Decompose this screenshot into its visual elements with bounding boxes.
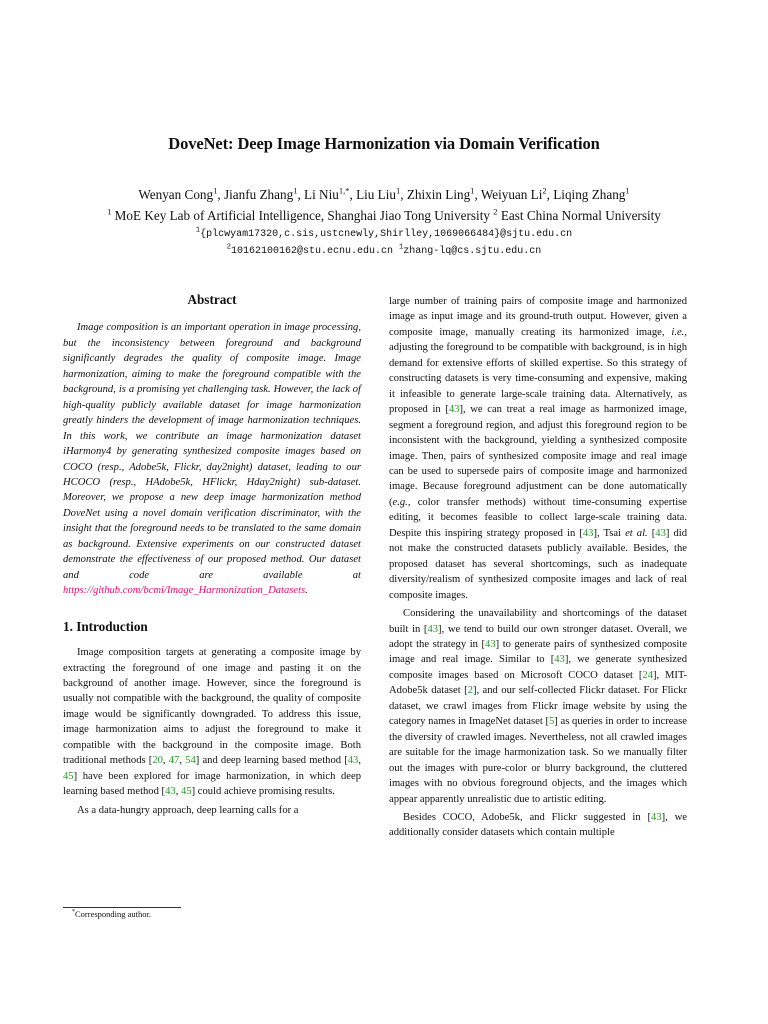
author-name: Liqing Zhang	[553, 187, 626, 202]
author-affiliation-mark: 1	[470, 185, 475, 196]
italic-text: i.e.	[671, 326, 685, 338]
citation-link[interactable]: 43	[448, 404, 460, 416]
abstract-end: .	[305, 585, 308, 597]
right-paragraph-1	[389, 294, 687, 603]
right-paragraph-2	[389, 606, 687, 807]
citation-link[interactable]: 54	[185, 755, 196, 767]
paragraph-text: ], we additionally consider datasets which contain multiple	[389, 811, 687, 839]
abstract-heading: Abstract	[187, 292, 237, 307]
email-mark: 2	[226, 243, 231, 252]
citation-link[interactable]: 43	[554, 654, 565, 666]
paragraph-text: ] and deep learning based method [	[195, 755, 348, 767]
paragraph-text: ], Tsai	[593, 527, 626, 539]
paragraph-text: ,	[162, 755, 169, 767]
citation-link[interactable]: 43	[582, 527, 594, 539]
left-column	[63, 292, 361, 818]
author-name: Jianfu Zhang	[223, 187, 294, 202]
paragraph-text: ], we generate synthesized composite images based on Microsoft COCO dataset [	[389, 654, 687, 681]
paragraph-text: ] could achieve promising results.	[191, 786, 335, 798]
citation-link[interactable]: 45	[180, 786, 192, 798]
paragraph-text: , adjusting the foreground to be compatible with background, is in high demand for extensive efforts of skilled expertise. So this strategy of constructing datasets is very time-consuming and expensive, making it infeasible to generate large-scale training data. Alternatively, as proposed in [	[389, 326, 687, 416]
italic-text: e.g.	[392, 496, 408, 508]
paragraph-text: ,	[179, 755, 186, 767]
citation-link[interactable]: 5	[549, 716, 555, 728]
intro-paragraph-1	[63, 645, 361, 800]
paragraph-text: ] to generate pairs of synthesized composite image and real image. Similar to [	[389, 638, 688, 666]
citation-link[interactable]: 43	[427, 623, 439, 635]
citation-link[interactable]: 24	[642, 669, 653, 681]
author-block	[0, 184, 768, 226]
abstract-body: Image composition is an important operation in image processing, but the inconsistency between foreground and background significantly degrades the quality of composite image. Image harmonization, aiming to make the foreground compatible with the background, is a promising yet challenging task. However, the lack of high-quality publicly available dataset for image harmonization greatly hinders the development of image harmonization techniques. In this work, we contribute an image harmonization dataset iHarmony4 by generating synthesized composite images based on COCO (resp., Adobe5k, Flickr, day2night) dataset, leading to our HCOCO (resp., HAdobe5k, HFlickr, Hday2night) sub-dataset. Moreover, we propose a new deep image harmonization method DoveNet using a novel domain verification discriminator, with the insight that the foreground needs to be translated to the same domain as background. Extensive experiments on our constructed dataset demonstrate the effectiveness of our proposed method. Our dataset and code are available at	[63, 322, 361, 581]
paragraph-text: ] did not make the constructed datasets publicly available. Besides, the proposed dataset has several shortcomings, such as inadequate diversity/realism of synthesized composite images and lack of real composite images.	[389, 527, 688, 601]
paragraph-text: ,	[358, 755, 361, 767]
abstract-text	[63, 320, 361, 598]
author-affiliation-mark: 2	[542, 185, 547, 196]
citation-link[interactable]: 43	[165, 786, 176, 798]
paragraph-text: , color transfer methods) without time-consuming expertise editing, it becomes feasible to collect large-scale training data. Despite this inspiring strategy proposed in [	[389, 496, 687, 539]
paragraph-text: ], MIT-Adobe5k dataset [	[389, 669, 687, 697]
footnote-text: Corresponding author.	[75, 909, 152, 919]
email-text[interactable]: zhang-lq@cs.sjtu.edu.cn	[403, 246, 542, 257]
right-column	[389, 294, 687, 841]
author-affiliation-mark: 1	[213, 185, 218, 196]
paragraph-text: Image composition targets at generating a composite image by extracting the foreground of one image and pasting it on the background of another image. However, since the foreground is usually not compatible with the background, the quality of composite image would be significantly downgraded. To address this issue, image harmonization aims to adjust the foreground to make it compatible with the background in the composite image. Both traditional methods [	[63, 647, 361, 767]
paragraph-text: ] as queries in order to increase the diversity of crawled images. Nevertheless, not all crawled images are suitable for the image harmonization task. So we manually filter out the images with pure-color or blurry background, the cluttered images with no obvious foreground objects, and the images which appear apparently unrealistic due to artistic editing.	[389, 716, 687, 805]
author-affiliation-mark: 1	[625, 185, 630, 196]
citation-link[interactable]: 43	[347, 755, 359, 767]
paragraph-text: Besides COCO, Adobe5k, and Flickr suggested in [	[403, 811, 652, 823]
email-mark: 1	[399, 243, 404, 252]
paragraph-text: large number of training pairs of composite image and harmonized image as input image and its ground-truth output. However, given a composite image, manually creating its harmonized image,	[389, 296, 687, 338]
citation-link[interactable]: 43	[655, 527, 666, 539]
author-list: Wenyan Cong$^1$, Jianfu Zhang$^1$, Li Niu$^{1,*}$, Liu Liu$^1$, Zhixin Ling$^1$, Weiyuan Li$^2$, Liqing Zhang$^1$	[138, 185, 630, 202]
citation-link[interactable]: 2	[467, 685, 473, 697]
affiliation-mark: 2	[493, 206, 498, 217]
paper-title: DoveNet: Deep Image Harmonization via Domain Verification	[168, 134, 600, 153]
citation-link[interactable]: 47	[168, 755, 180, 767]
email-block	[0, 226, 768, 260]
paragraph-text: ] have been explored for image harmonization, in which deep learning based method [	[63, 770, 361, 798]
paragraph-text: ], we can treat a real image as harmonized image, segment a foreground region, and adjust this foreground region to be inconsistent with the background, yielding a synthesized composite image. Then, pairs of synthesized composite image and real image can be used to supersede pairs of composite image and harmonized image. Because foreground adjustment can be done automatically (	[389, 404, 687, 508]
author-name: Li Niu	[304, 187, 339, 202]
footnote-divider	[63, 907, 181, 908]
author-name: Wenyan Cong	[138, 187, 214, 202]
footnote	[72, 909, 151, 919]
affiliation-mark: 1	[107, 206, 112, 217]
paragraph-text: ], and our self-collected Flickr dataset. For Flickr dataset, we crawl images from Flickr image website by using the category names in ImageNet dataset [	[389, 685, 687, 728]
paragraph-text: Considering the unavailability and shortcomings of the dataset built in [	[389, 608, 687, 635]
author-affiliation-mark: 1	[293, 185, 298, 196]
right-paragraph-3	[389, 810, 687, 841]
author-name: Liu Liu	[356, 187, 396, 202]
email-text[interactable]: {plcwyam17320,c.sis,ustcnewly,Shirlley,1069066484}@sjtu.edu.cn	[200, 229, 573, 240]
author-affiliation-mark: 1	[396, 185, 401, 196]
affiliation-line	[0, 205, 768, 226]
intro-paragraph-2: As a data-hungry approach, deep learning calls for a	[77, 804, 299, 816]
citation-link[interactable]: 43	[485, 638, 496, 650]
email-line-1	[0, 226, 768, 243]
dataset-link[interactable]: https://github.com/bcmi/Image_Harmonization_Datasets	[63, 585, 306, 597]
affiliation-1: MoE Key Lab of Artificial Intelligence, Shanghai Jiao Tong University	[114, 208, 490, 223]
email-mark: 1	[195, 226, 201, 235]
author-name: Weiyuan Li	[480, 187, 543, 202]
section-heading-introduction: 1. Introduction	[63, 618, 148, 634]
citation-link[interactable]: 20	[152, 755, 163, 767]
footnote-mark: *	[72, 909, 75, 916]
author-name: Zhixin Ling	[406, 187, 471, 202]
italic-text: et al.	[625, 527, 648, 539]
email-line-2	[0, 243, 768, 260]
citation-link[interactable]: 43	[651, 811, 662, 823]
paragraph-text: ,	[175, 786, 181, 798]
author-affiliation-mark: 1,*	[338, 185, 350, 196]
email-text[interactable]: 10162100162@stu.ecnu.edu.cn	[230, 246, 393, 257]
paragraph-text: [	[647, 527, 656, 539]
citation-link[interactable]: 45	[63, 770, 74, 782]
paragraph-text: ], we tend to build our own stronger dataset. Overall, we adopt the strategy in [	[389, 623, 687, 650]
affiliation-2: East China Normal University	[500, 208, 661, 223]
